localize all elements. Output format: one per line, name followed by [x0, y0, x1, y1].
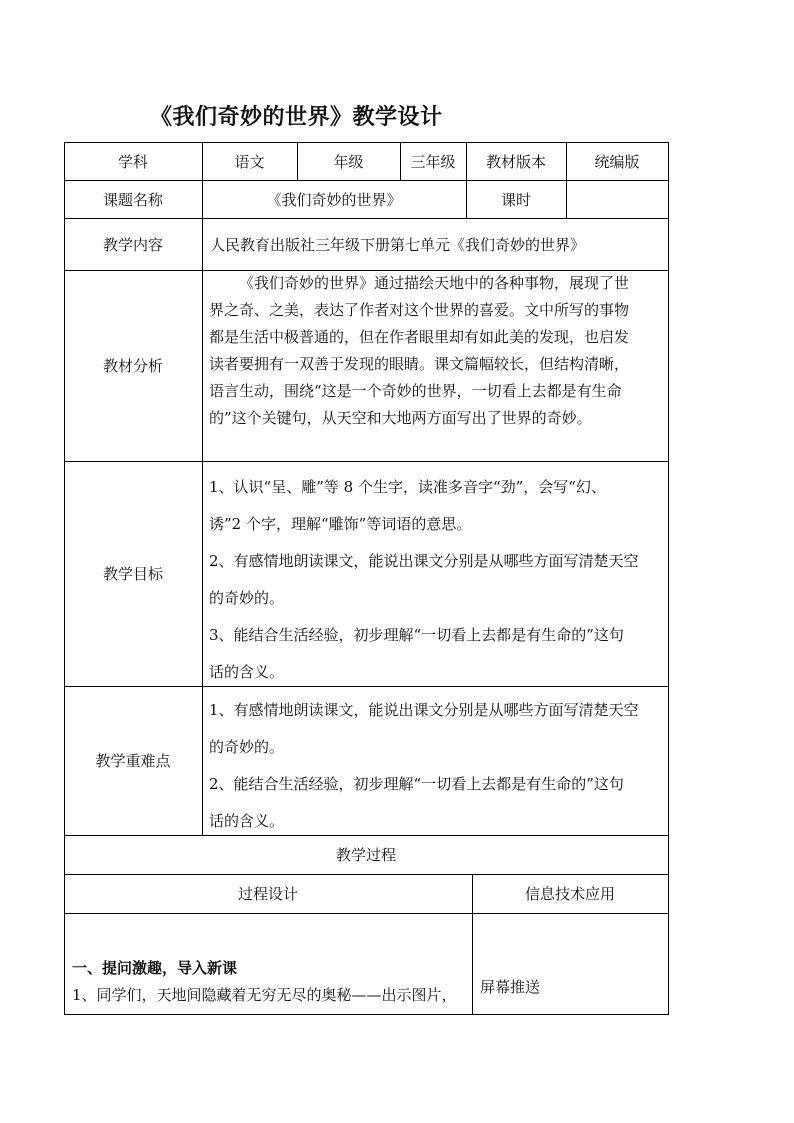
lesson-plan-table	[64, 142, 669, 1015]
key-points-text	[209, 692, 664, 840]
goal-line: 话的含义。	[209, 663, 285, 681]
key-point-line: 2、能结合生活经验，初步理解“一切看上去都是有生命的”这句	[209, 775, 624, 793]
topic-value: 《我们奇妙的世界》	[266, 190, 402, 209]
goal-line: 的奇妙的。	[209, 589, 285, 607]
edition-value: 统编版	[594, 152, 640, 171]
hours-value	[566, 180, 668, 218]
goals-text	[209, 469, 664, 691]
edition-label: 教材版本	[485, 152, 546, 171]
analysis-line: 的”这个关键句，从天空和大地两方面写出了世界的奇妙。	[209, 409, 592, 427]
hours-label: 课时	[500, 190, 531, 209]
analysis-line: 《我们奇妙的世界》通过描绘天地中的各种事物，展现了世	[239, 274, 630, 292]
key-points-label: 教学重难点	[95, 752, 171, 770]
process-header: 教学过程	[335, 846, 396, 864]
analysis-line: 语言生动，围绕“这是一个奇妙的世界，一切看上去都是有生命	[209, 382, 622, 400]
analysis-text	[209, 270, 664, 432]
analysis-line: 都是生活中极普通的，但在作者眼里却有如此美的发现，也启发	[209, 328, 630, 346]
goal-line: 1、认识“呈、雕”等 8 个生字，读准多音字“劲”，会写“幻、	[209, 478, 606, 496]
content-label: 教学内容	[102, 235, 163, 254]
goals-label: 教学目标	[102, 565, 163, 583]
goal-line: 2、有感情地朗读课文，能说出课文分别是从哪些方面写清楚天空	[209, 552, 639, 570]
subject-value: 语文	[234, 152, 265, 171]
analysis-line: 读者要拥有一双善于发现的眼睛。课文篇幅较长，但结构清晰，	[209, 355, 630, 373]
design-header: 过程设计	[237, 885, 298, 903]
topic-label: 课题名称	[102, 190, 163, 209]
key-point-line: 的奇妙的。	[209, 738, 285, 756]
analysis-line: 界之奇、之美，表达了作者对这个世界的喜爱。文中所写的事物	[209, 301, 630, 319]
goal-line: 诱”2 个字，理解“雕饰”等词语的意思。	[209, 515, 472, 533]
document-title: 《我们奇妙的世界》教学设计	[150, 104, 443, 130]
analysis-label: 教材分析	[102, 357, 163, 375]
key-point-line: 话的含义。	[209, 812, 285, 830]
grade-label: 年级	[333, 152, 364, 171]
process-step: 1、同学们，天地间隐藏着无穷无尽的奥秘——出示图片，	[72, 986, 457, 1004]
goal-line: 3、能结合生活经验，初步理解“一切看上去都是有生命的”这句	[209, 626, 624, 644]
subject-label: 学科	[117, 152, 148, 171]
it-header: 信息技术应用	[524, 885, 615, 903]
content-value: 人民教育出版社三年级下册第七单元《我们奇妙的世界》	[210, 235, 586, 254]
grade-value: 三年级	[410, 152, 456, 171]
section-title: 一、提问激趣，导入新课	[72, 959, 238, 977]
key-point-line: 1、有感情地朗读课文，能说出课文分别是从哪些方面写清楚天空	[209, 701, 639, 719]
it-value: 屏幕推送	[480, 978, 541, 996]
